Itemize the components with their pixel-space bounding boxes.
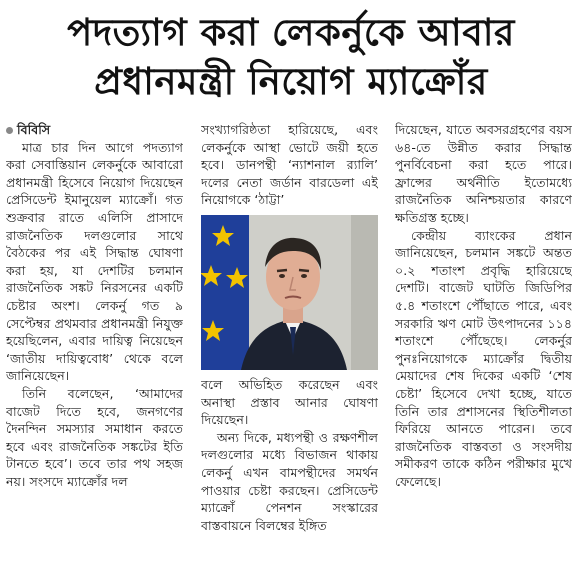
portrait-illustration	[201, 215, 378, 370]
headline-line-2: প্রধানমন্ত্রী নিয়োগ ম্যাক্রোঁর	[94, 60, 488, 103]
headline-line-1: পদত্যাগ করা লেকর্নুকে আবার	[67, 11, 515, 54]
paragraph: সংখ্যাগরিষ্ঠতা হারিয়েছে, এবং লেকর্নুকে আস্থা ভোটে জয়ী হতে হবে। ডানপন্থী ‘ন্যাশনাল র‍্যালি’ দলের নেতা জর্ডান বারডেলা এই নিয়োগকে ‘ঠাট্টা’	[201, 122, 378, 208]
bullet-icon	[6, 127, 13, 134]
paragraph: বলে অভিহিত করেছেন এবং অনাস্থা প্রস্তাব আনার ঘোষণা দিয়েছেন।	[201, 376, 378, 428]
article-column-1	[6, 121, 183, 576]
article-column-3	[395, 121, 572, 576]
headline	[0, 8, 582, 106]
paragraph: মাত্র চার দিন আগে পদত্যাগ করা সেবাস্তিয়ান লেকর্নুকে আবারো প্রধানমন্ত্রী হিসেবে নিয়োগ দিয়েছেন প্রেসিডেন্ট ইমানুয়েল ম্যাক্রোঁ। গত শুক্রবার রাতে এলিসি প্রাসাদে রাজনৈতিক দলগুলোর সাথে বৈঠকের পর এই সিদ্ধান্ত ঘোষণা করা হয়, যা দেশটির চলমান রাজনৈতিক সঙ্কট নিরসনের একটি চেষ্টার অংশ। লেকর্নু গত ৯ সেপ্টেম্বর প্রথমবার প্রধানমন্ত্রী নিযুক্ত হয়েছিলেন, এবার দায়িত্ব নিয়েছেন ‘জাতীয় দায়িত্ববোধ’ থেকে বলে জানিয়েছেন।	[6, 139, 183, 384]
paragraph: তিনি বলেছেন, ‘আমাদের বাজেট দিতে হবে, জনগণের দৈনন্দিন সমস্যার সমাধান করতে হবে এবং রাজনৈতিক সঙ্কটের ইতি টানতে হবে’। তবে তার পথ সহজ নয়। সংসদে ম্যাক্রোঁর দল	[6, 385, 183, 489]
article-column-2	[201, 121, 378, 576]
paragraph: দিয়েছেন, যাতে অবসরগ্রহণের বয়স ৬৪-তে উন্নীত করার সিদ্ধান্ত পুনর্বিবেচনা করা হতে পারে। ফ্রান্সের অর্থনীতি ইতোমধ্যে রাজনৈতিক অনিশ্চয়তার কারণে ক্ষতিগ্রস্ত হচ্ছে।	[395, 122, 572, 225]
paragraph: অন্য দিকে, মধ্যপন্থী ও রক্ষণশীল দলগুলোর মধ্যে বিভাজন থাকায় লেকর্নু এখন বামপন্থীদের সমর্থন পাওয়ার চেষ্টা করছেন। প্রেসিডেন্ট ম্যাক্রোঁ পেনশন সংস্কারের বাস্তবায়নে বিলম্বের ইঙ্গিত	[201, 429, 378, 533]
source-label: বিবিসি	[17, 122, 51, 137]
news-photo	[201, 215, 378, 370]
paragraph: কেন্দ্রীয় ব্যাংকের প্রধান জানিয়েছেন, চলমান সঙ্কটে অন্তত ০.২ শতাংশ প্রবৃদ্ধি হারিয়েছে দেশটি। বাজেট ঘাটতি জিডিপির ৫.৪ শতাংশে পৌঁছাতে পারে, এবং সরকারি ঋণ মোট উৎপাদনের ১১৪ শতাংশে পৌঁছেছে। লেকর্নুর পুনঃনিয়োগকে ম্যাক্রোঁর দ্বিতীয় মেয়াদের শেষ দিকের একটি ‘শেষ চেষ্টা’ হিসেবে দেখা হচ্ছে, যাতে তিনি তার প্রশাসনের স্থিতিশীলতা ফিরিয়ে আনতে পারেন। তবে রাজনৈতিক বাস্তবতা ও সংসদীয় সমীকরণ তাকে কঠিন পরীক্ষার মুখে ফেলেছে।	[395, 227, 572, 489]
